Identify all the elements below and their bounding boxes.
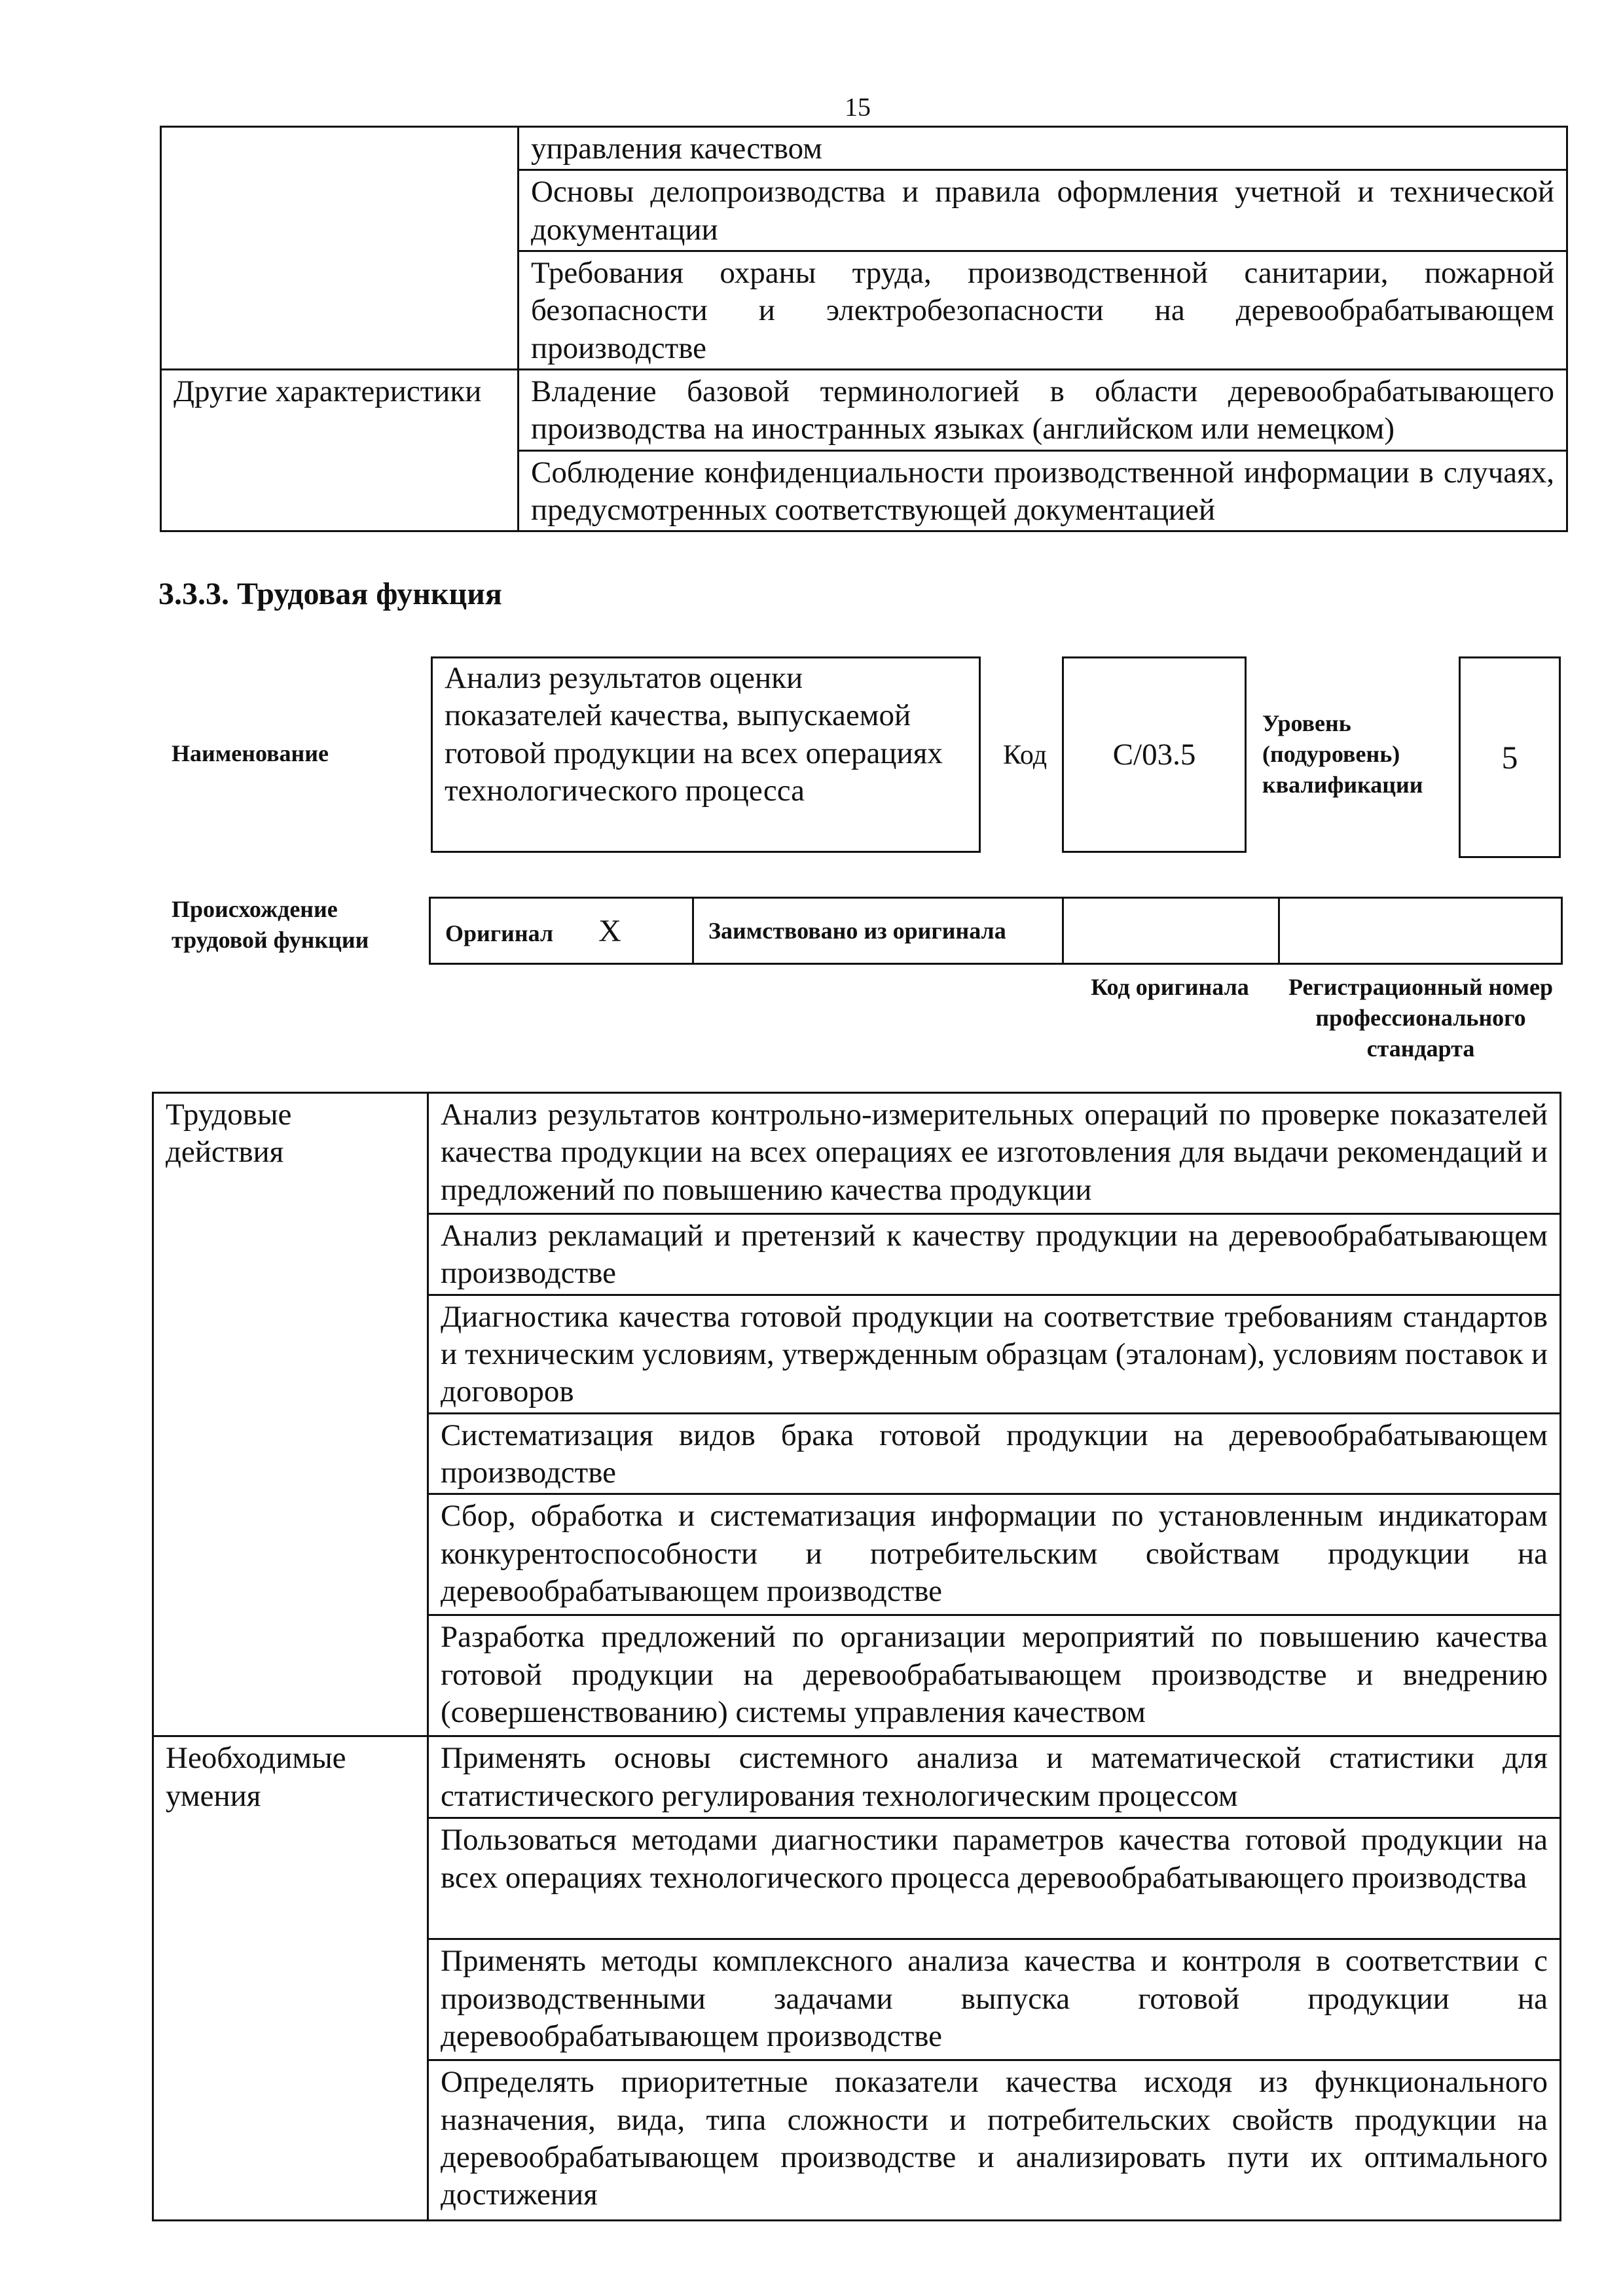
row-label [161, 127, 519, 370]
table-cell: Определять приоритетные показатели качества исходя из функционального назначения, вида, типа сложности и потребительских свойств продукции на деревообрабатывающем производстве и анализировать пути их оптимального достижения [428, 2060, 1561, 2221]
table-row [161, 127, 1567, 170]
table-cell: Систематизация видов брака готовой продукции на деревообрабатывающем производстве [428, 1413, 1561, 1494]
table-cell: Сбор, обработка и систематизация информации по установленным индикаторам конкурентоспособности и потребительским свойствам продукции на деревообрабатывающем производстве [428, 1494, 1561, 1615]
code-label: Код [1003, 740, 1048, 770]
code-box: C/03.5 [1062, 656, 1247, 853]
table-row [153, 1093, 1561, 1214]
main-table [152, 1092, 1561, 2221]
code-caption: Код оригинала [1091, 974, 1249, 1000]
original-mark: X [598, 913, 621, 948]
origin-code-cell [1063, 898, 1279, 964]
function-name-box: Анализ результатов оценки показателей качества, выпускаемой готовой продукции на всех операциях технологического процесса [431, 656, 981, 853]
origin-original-cell [430, 898, 693, 964]
row-label: Другие характеристики [161, 369, 519, 531]
table-cell: Диагностика качества готовой продукции на соответствие требованиям стандартов и техническим условиям, утвержденным образцам (эталонам), условиям поставок и договоров [428, 1295, 1561, 1413]
table-cell: Соблюдение конфиденциальности производственной информации в случаях, предусмотренных соответствующей документацией [519, 450, 1567, 531]
origin-label: Происхождение трудовой функции [172, 896, 369, 953]
origin-reg-cell [1279, 898, 1562, 964]
page-number: 15 [845, 92, 871, 122]
row-label: Необходимые умения [153, 1736, 428, 2221]
level-label: Уровень (подуровень) квалификации [1262, 710, 1423, 798]
reg-caption: Регистрационный номер профессионального стандарта [1288, 974, 1554, 1062]
row-label: Трудовые действия [153, 1093, 428, 1736]
table-cell: Применять методы комплексного анализа качества и контроля в соответствии с производственными задачами выпуска готовой продукции на деревообрабатывающем производстве [428, 1939, 1561, 2060]
table-cell: Основы делопроизводства и правила оформления учетной и технической документации [519, 170, 1567, 251]
top-table [160, 126, 1568, 532]
table-cell: Анализ рекламаций и претензий к качеству продукции на деревообрабатывающем производстве [428, 1214, 1561, 1295]
table-cell: Требования охраны труда, производственной санитарии, пожарной безопасности и электробезопасности на деревообрабатывающем производстве [519, 251, 1567, 369]
table-cell: Разработка предложений по организации мероприятий по повышению качества готовой продукции на деревообрабатывающем производстве и внедрению (совершенствованию) системы управления качеством [428, 1615, 1561, 1736]
origin-table [429, 897, 1563, 965]
original-label: Оригинал [445, 920, 554, 946]
section-heading: 3.3.3. Трудовая функция [158, 577, 502, 611]
table-cell: управления качеством [519, 127, 1567, 170]
table-cell: Пользоваться методами диагностики параметров качества готовой продукции на всех операциях технологического процесса деревообрабатывающего производства [428, 1818, 1561, 1939]
name-label: Наименование [172, 740, 329, 766]
table-cell: Владение базовой терминологией в области деревообрабатывающего производства на иностранных языках (английском или немецком) [519, 369, 1567, 450]
level-box: 5 [1459, 656, 1561, 858]
table-row [161, 369, 1567, 450]
table-cell: Применять основы системного анализа и математической статистики для статистического регулирования технологическим процессом [428, 1736, 1561, 1818]
table-cell: Анализ результатов контрольно-измерительных операций по проверке показателей качества продукции на всех операциях ее изготовления для выдачи рекомендаций и предложений по повышению качества продукции [428, 1093, 1561, 1214]
table-row [153, 1736, 1561, 1818]
borrowed-label: Заимствовано из оригинала [693, 898, 1063, 964]
